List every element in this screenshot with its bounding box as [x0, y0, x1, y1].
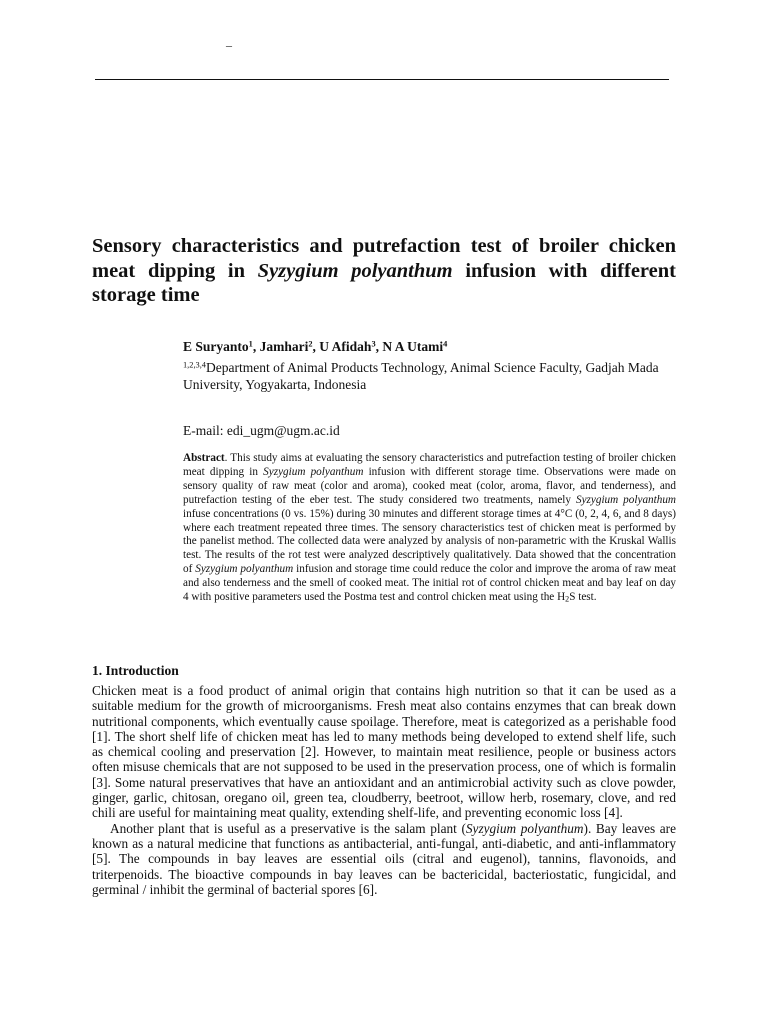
abstract-text: infuse concentrations (0 vs. 15%) during 30 minutes and different storage times at 4°C (0, 2, 4, 6, and 8 days) where each treatment repeated three times. The sensory characteristics test of chicken meat is performed by the panelist method. The collected data were analyzed by analysis of non-parametric with the Kruskal Wallis test. The results of the rot test were analyzed descriptively qualitatively. Data showed that the concentration of [183, 507, 676, 576]
author-affiliation-mark: 2 [308, 339, 313, 349]
contact-email: E-mail: edi_ugm@ugm.ac.id [183, 423, 340, 438]
abstract-subscript: 2 [565, 594, 570, 604]
author-name: Jamhari [259, 339, 309, 354]
abstract [183, 452, 676, 605]
author-name: N A Utami [382, 339, 444, 354]
author-affiliation-mark: 1 [248, 339, 253, 349]
affiliation-text: Department of Animal Products Technology, Animal Science Faculty, Gadjah Mada University, Yogyakarta, Indonesia [183, 360, 659, 392]
paragraph-text: Another plant that is useful as a preservative is the salam plant ( [110, 820, 466, 836]
paragraph-species: Syzygium polyanthum [465, 820, 584, 836]
author-affiliation-mark: 3 [371, 339, 376, 349]
abstract-text: infusion with different storage time. Observations were made on sensory quality of raw meat (color and aroma), cooked meat (color, aroma, flavor, and tenderness), and putrefaction testing of the eber test. The study considered two treatments, namely [183, 465, 676, 506]
author-affiliation-mark: 4 [443, 339, 448, 349]
abstract-text: . This study aims at evaluating the sensory characteristics and putrefaction testing of broiler chicken meat dipping in [183, 452, 676, 478]
paragraph-text: ). Bay leaves are known as a natural medicine that functions as antibacterial, anti-fungal, anti-diabetic, and anti-inflammatory [5]. The compounds in bay leaves are essential oils (citral and eugenol), tannins, flavonoids, and triterpenoids. The bioactive compounds in bay leaves can be bactericidal, bacteriostatic, fungicidal, and germinal / inhibit the germinal of bacterial spores [6]. [92, 820, 676, 897]
affiliation-mark: 1,2,3,4 [183, 360, 206, 370]
abstract-species: Syzygium polyanthum [263, 465, 364, 478]
author-separator: , [375, 339, 383, 354]
introduction-paragraph [92, 821, 676, 897]
author-name: E Suryanto [183, 339, 249, 354]
abstract-text: S test. [569, 591, 597, 604]
abstract-text: infusion and storage time could reduce the color and improve the aroma of raw meat and also tenderness and the smell of cooked meat. The initial rot of control chicken meat and bay leaf on day 4 with positive parameters used the Postma test and control chicken meat using the H [183, 563, 676, 604]
introduction-paragraph: Chicken meat is a food product of animal origin that contains high nutrition so that it can be used as a suitable medium for the growth of microorganisms. Fresh meat also contains enzymes that can break down nutritional components, which eventually cause spoilage. Therefore, meat is categorized as a perishable food [1]. The short shelf life of chicken meat has led to many methods being developed to extend shelf life, such as chemical cooling and preservation [2]. However, to maintain meat resilience, people or business actors often misuse chemicals that are not supposed to be used in the preservation process, one of which is formalin [3]. Some natural preservatives that have an antioxidant and an antimicrobial activity such as clove powder, ginger, garlic, chitosan, oregano oil, green tea, cloudberry, beetroot, willow herb, rosemary, clove, and red chili are useful for maintaining meat quality, extending shelf-life, and preventing economic loss [4]. [92, 683, 676, 821]
affiliation [183, 359, 663, 393]
header-rule [95, 79, 669, 80]
title-species: Syzygium polyanthum [257, 259, 453, 282]
section-heading-introduction: 1. Introduction [92, 663, 179, 678]
header-mark: – [226, 38, 232, 52]
paper-title [92, 234, 676, 308]
author-separator: , [252, 339, 260, 354]
author-list [183, 339, 447, 355]
abstract-species: Syzygium polyanthum [575, 493, 677, 506]
abstract-species: Syzygium polyanthum [195, 563, 294, 576]
title-part-1: Sensory characteristics and putrefaction test of broiler chicken meat dipping in [92, 235, 676, 282]
title-part-2: infusion with different storage time [92, 259, 676, 306]
introduction-body [92, 683, 676, 897]
author-name: U Afidah [319, 339, 372, 354]
abstract-label: Abstract [183, 452, 225, 464]
author-separator: , [312, 339, 320, 354]
abstract-paragraph [183, 452, 676, 605]
